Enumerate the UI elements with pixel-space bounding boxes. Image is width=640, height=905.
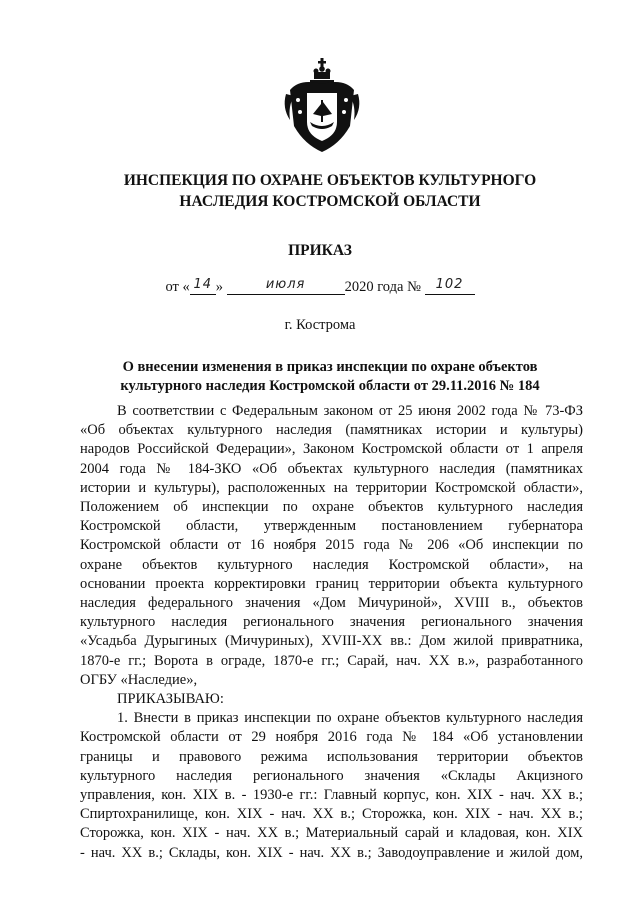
preamble-line: истории и культуры), расположенных на территории Костромской области»,	[80, 479, 583, 496]
preamble-line: культурного наследия регионального значения регионального значения	[80, 614, 583, 631]
preamble-line: народов Российской Федерации», Законом Костромской области от 1 апреля	[80, 441, 583, 458]
kostroma-coat-of-arms-icon	[280, 56, 364, 156]
org-line-2: НАСЛЕДИЯ КОСТРОМСКОЙ ОБЛАСТИ	[179, 193, 481, 210]
order-subject	[100, 358, 560, 396]
item-line: Спиртохранилище, кон. XIX - нач. XX в.; Сторожка, кон. XIX - нач. XX в.;	[80, 806, 583, 823]
preamble-line: 1870-е гг.; Ворота в ограде, 1870-е гг.; Сарай, нач. XX в.», разработанного	[80, 652, 583, 669]
preamble-line: Костромской области от 16 ноября 2015 года № 206 «Об инспекции по	[80, 537, 583, 554]
year-text: 2020 года №	[344, 279, 421, 295]
org-line-1: ИНСПЕКЦИЯ ПО ОХРАНЕ ОБЪЕКТОВ КУЛЬТУРНОГО	[123, 172, 537, 189]
city: г. Кострома	[284, 317, 356, 333]
item-line: управления, кон. XIX в. - 1930-е гг.: Главный корпус, кон. XIX - нач. XX в.;	[80, 787, 583, 804]
document-body	[80, 402, 583, 863]
order-word: ПРИКАЗЫВАЮ:	[117, 691, 224, 708]
preamble-line: охране объектов культурного наследия Костромской области», на	[80, 556, 583, 573]
preamble-line: основании проекта корректировки границ территории объекта культурного	[80, 575, 583, 592]
item-line: границы и правового режима использования территории объектов	[80, 748, 583, 765]
day-field	[190, 279, 216, 295]
subject-line-2: культурного наследия Костромской области от 29.11.2016 № 184	[120, 378, 540, 394]
preamble-line: наследия федерального значения «Дом Мичуриной», XVIII в., объектов	[80, 595, 583, 612]
date-prefix: от «	[165, 279, 190, 295]
month-value: июля	[265, 277, 306, 292]
day-suffix: »	[215, 279, 223, 295]
number-field	[425, 279, 475, 295]
item-line: Костромской области от 29 ноября 2016 года № 184 «Об установлении	[80, 729, 583, 746]
preamble-line: «Об объектах культурного наследия (памятниках истории и культуры)	[80, 422, 583, 439]
item-1-paragraph	[80, 709, 583, 863]
day-value: 14	[193, 277, 212, 292]
document-title: ПРИКАЗ	[288, 242, 352, 259]
item-line: - нач. XX в.; Склады, кон. XIX - нач. XX в.; Заводоуправление и жилой дом,	[80, 844, 583, 861]
item-line: 1. Внести в приказ инспекции по охране объектов культурного наследия	[117, 710, 583, 727]
subject-line-1: О внесении изменения в приказ инспекции по охране объектов	[122, 359, 538, 375]
month-field	[227, 279, 345, 295]
preamble-line: 2004 года № 184-ЗКО «Об объектах культурного наследия (памятниках	[80, 460, 583, 477]
item-line: культурного наследия регионального значения «Склады Акцизного	[80, 767, 583, 784]
organization-name	[60, 170, 600, 212]
preamble-line: Положением об инспекции по охране объектов культурного наследия	[80, 499, 583, 516]
preamble-line: В соответствии с Федеральным законом от 25 июня 2002 года № 73-ФЗ	[117, 403, 583, 419]
preamble-line: ОГБУ «Наследие»,	[80, 671, 198, 688]
order-number: 102	[435, 277, 464, 292]
preamble-line: Костромской области, утвержденным постановлением губернатора	[80, 518, 583, 535]
item-line: Сторожка, кон. XIX - нач. XX в.; Материальный сарай и кладовая, кон. XIX	[80, 825, 583, 842]
order-date-line	[0, 279, 640, 296]
preamble-line: «Усадьба Дурыгиных (Мичуриных), XVIII-XX вв.: Дом жилой привратника,	[80, 633, 583, 650]
preamble-paragraph	[80, 402, 583, 690]
